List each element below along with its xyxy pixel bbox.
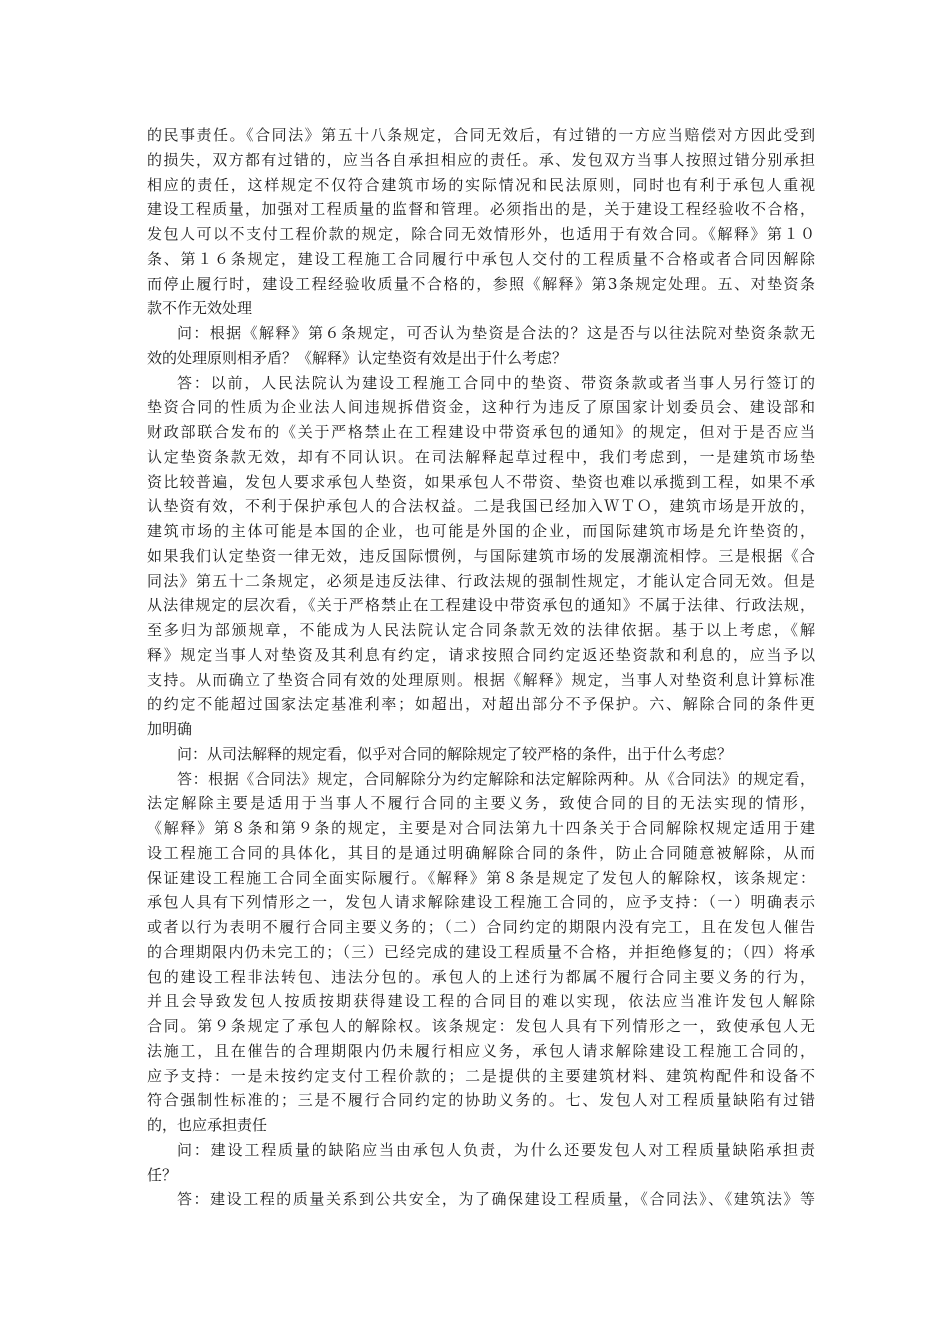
text-line: 合同。第９条规定了承包人的解除权。该条规定：发包人具有下列情形之一，致使承包人无 <box>147 1017 815 1035</box>
text-line: 至多归为部颁规章，不能成为人民法院认定合同条款无效的法律依据。基于以上考虑，《解 <box>147 621 815 639</box>
text-line: 释》规定当事人对垫资及其利息有约定，请求按照合同约定返还垫资款和利息的，应当予以 <box>147 645 815 664</box>
text-line: 并且会导致发包人按质按期获得建设工程的合同目的难以实现，依法应当准许发包人解除 <box>147 992 815 1011</box>
text-line: 法定解除主要是适用于当事人不履行合同的主要义务，致使合同的目的无法实现的情形， <box>147 794 815 813</box>
paragraph-first-line: 答：建设工程的质量关系到公共安全，为了确保建设工程质量，《合同法》、《建筑法》等 <box>177 1190 815 1209</box>
text-line: 从法律规定的层次看，《关于严格禁止在工程建设中带资承包的通知》不属于法律、行政法规， <box>147 596 815 615</box>
text-line: 设工程施工合同的具体化，其目的是通过明确解除合同的条件，防止合同随意被解除，从而 <box>147 843 815 862</box>
text-line: 《解释》第８条和第９条的规定，主要是对合同法第九十四条关于合同解除权规定适用于建 <box>147 819 815 837</box>
text-line: 款不作无效处理 <box>147 299 253 318</box>
text-line: 支持。从而确立了垫资合同有效的处理原则。根据《解释》规定，当事人对垫资利息计算标准 <box>147 670 815 689</box>
text-line: 保证建设工程施工合同全面实际履行。《解释》第８条是规定了发包人的解除权，该条规定： <box>147 868 815 887</box>
text-line: 应予支持：一是未按约定支付工程价款的；二是提供的主要建筑材料、建筑构配件和设备不 <box>147 1066 815 1085</box>
text-line: 的民事责任。《合同法》第五十八条规定，合同无效后，有过错的一方应当赔偿对方因此受到 <box>147 126 815 144</box>
paragraph-first-line: 问：建设工程质量的缺陷应当由承包人负责，为什么还要发包人对工程质量缺陷承担责 <box>177 1140 815 1159</box>
text-line: 法施工，且在催告的合理期限内仍未履行相应义务，承包人请求解除建设工程施工合同的， <box>147 1041 815 1060</box>
text-line: 或者以行为表明不履行合同主要义务的；（二）合同约定的期限内没有完工，且在发包人催告 <box>147 918 815 936</box>
text-line: 资比较普遍，发包人要求承包人垫资，如果承包人不带资、垫资也难以承揽到工程，如果不承 <box>147 472 815 491</box>
text-line: 符合强制性标准的；三是不履行合同约定的协助义务的。七、发包人对工程质量缺陷有过错 <box>147 1091 815 1110</box>
paragraph-first-line: 问：从司法解释的规定看，似乎对合同的解除规定了较严格的条件，出于什么考虑？ <box>177 744 733 763</box>
text-line: 效的处理原则相矛盾？《解释》认定垫资有效是出于什么考虑？ <box>147 348 568 367</box>
text-line: 加明确 <box>147 720 193 738</box>
text-line: 任？ <box>147 1165 178 1184</box>
text-line: 的约定不能超过国家法定基准利率；如超出，对超出部分不予保护。六、解除合同的条件更 <box>147 695 815 714</box>
text-line: 认垫资有效，不利于保护承包人的合法权益。二是我国已经加入ＷＴＯ，建筑市场是开放的， <box>147 497 815 516</box>
text-line: 的损失，双方都有过错的，应当各自承担相应的责任。承、发包双方当事人按照过错分别承担 <box>147 150 815 169</box>
text-line: 包的建设工程非法转包、违法分包的。承包人的上述行为都属不履行合同主要义务的行为， <box>147 967 815 986</box>
text-line: 建筑市场的主体可能是本国的企业，也可能是外国的企业，而国际建筑市场是允许垫资的， <box>147 522 815 540</box>
text-line: 条、第１６条规定，建设工程施工合同履行中承包人交付的工程质量不合格或者合同因解除 <box>147 249 815 268</box>
paragraph-first-line: 答：以前，人民法院认为建设工程施工合同中的垫资、带资条款或者当事人另行签订的 <box>177 373 815 392</box>
text-line: 认定垫资条款无效，却有不同认识。在司法解释起草过程中，我们考虑到，一是建筑市场垫 <box>147 447 815 466</box>
text-line: 财政部联合发布的《关于严格禁止在工程建设中带资承包的通知》的规定，但对于是否应当 <box>147 423 815 441</box>
text-line: 发包人可以不支付工程价款的规定，除合同无效情形外，也适用于有效合同。《解释》第１０ <box>147 225 815 243</box>
text-line: 而停止履行时，建设工程经验收质量不合格的，参照《解释》第3条规定处理。五、对垫资条 <box>147 274 815 293</box>
text-line: 如果我们认定垫资一律无效，违反国际惯例，与国际建筑市场的发展潮流相悖。三是根据《合 <box>147 546 815 565</box>
paragraph-first-line: 问：根据《解释》第６条规定，可否认为垫资是合法的？这是否与以往法院对垫资条款无 <box>177 324 815 342</box>
text-line: 的，也应承担责任 <box>147 1116 268 1134</box>
text-line: 垫资合同的性质为企业法人间违规拆借资金，这种行为违反了原国家计划委员会、建设部和 <box>147 398 815 417</box>
text-line: 同法》第五十二条规定，必须是违反法律、行政法规的强制性规定，才能认定合同无效。但是 <box>147 571 815 590</box>
text-line: 的合理期限内仍未完工的；（三）已经完成的建设工程质量不合格，并拒绝修复的；（四）将承 <box>147 942 815 961</box>
text-line: 承包人具有下列情形之一，发包人请求解除建设工程施工合同的，应予支持：（一）明确表示 <box>147 893 815 912</box>
text-line: 建设工程质量，加强对工程质量的监督和管理。必须指出的是，关于建设工程经验收不合格， <box>147 200 815 219</box>
paragraph-first-line: 答：根据《合同法》规定，合同解除分为约定解除和法定解除两种。从《合同法》的规定看， <box>177 769 815 788</box>
text-line: 相应的责任，这样规定不仅符合建筑市场的实际情况和民法原则，同时也有利于承包人重视 <box>147 175 815 194</box>
document-body <box>147 123 815 1212</box>
